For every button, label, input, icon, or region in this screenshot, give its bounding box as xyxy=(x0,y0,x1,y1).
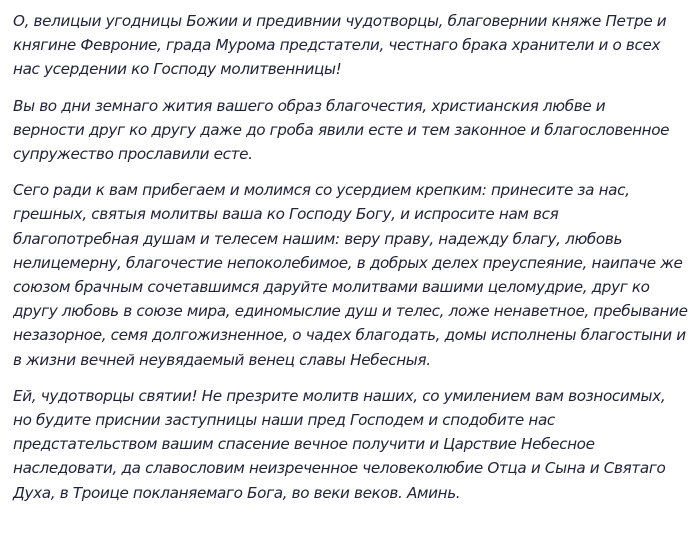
text-line: незазорное, семя долгожизненное, о чадех благодать, домы исполнены благостыни и xyxy=(13,326,686,345)
text-line: другу любовь в союзе мира, единомыслие душ и телес, ложе ненаветное, пребывание xyxy=(13,302,688,321)
paragraph-petition xyxy=(13,178,690,372)
text-line: благопотребная душам и телесем нашим: веру праву, надежду благу, любовь xyxy=(13,229,623,248)
paragraph-praise xyxy=(13,94,690,167)
text-line: Сего ради к вам прибегаем и молимся со усердием крепким: принесите за нас, xyxy=(13,181,630,200)
text-line: княгине Февроние, града Мурома предстатели, честнаго брака хранители и о всех xyxy=(13,36,661,55)
paragraph-invocation xyxy=(13,9,690,82)
text-line: верности друг ко другу даже до гроба явили есте и тем законное и благословенное xyxy=(13,120,670,139)
text-line: О, велицыи угодницы Божии и предивнии чудотворцы, благовернии княже Петре и xyxy=(13,12,667,30)
text-line: нас усердении ко Господу молитвенницы! xyxy=(13,60,342,79)
text-line: в жизни вечней неувядаемый венец славы Небесныя. xyxy=(13,350,431,369)
text-line: союзом брачным сочетавшимся даруйте молитвами вашими целомудрие, друг ко xyxy=(13,278,650,297)
paragraph-conclusion xyxy=(13,384,690,505)
text-line: Ей, чудотворцы святии! Не презрите молитв наших, со умилением вам возносимых, xyxy=(13,386,666,405)
text-line: Вы во дни земнаго жития вашего образ благочестия, христианския любве и xyxy=(13,96,606,115)
text-line: супружество прославили есте. xyxy=(13,145,253,164)
text-line: Духа, в Троице покланяемаго Бога, во веки веков. Аминь. xyxy=(13,483,461,502)
text-line: грешных, святыя молитвы ваша ко Господу Богу, и испросите нам вся xyxy=(13,205,559,224)
text-line: нелицемерну, благочестие непоколебимое, в добрых делех преуспеяние, наипаче же xyxy=(13,253,683,272)
text-line: наследовати, да славословим неизреченное человеколюбие Отца и Сына и Святаго xyxy=(13,459,666,478)
text-line: но будите приснии заступницы наши пред Господем и сподобите нас xyxy=(13,411,555,430)
text-line: предстательством вашим спасение вечное получити и Царствие Небесное xyxy=(13,435,595,454)
